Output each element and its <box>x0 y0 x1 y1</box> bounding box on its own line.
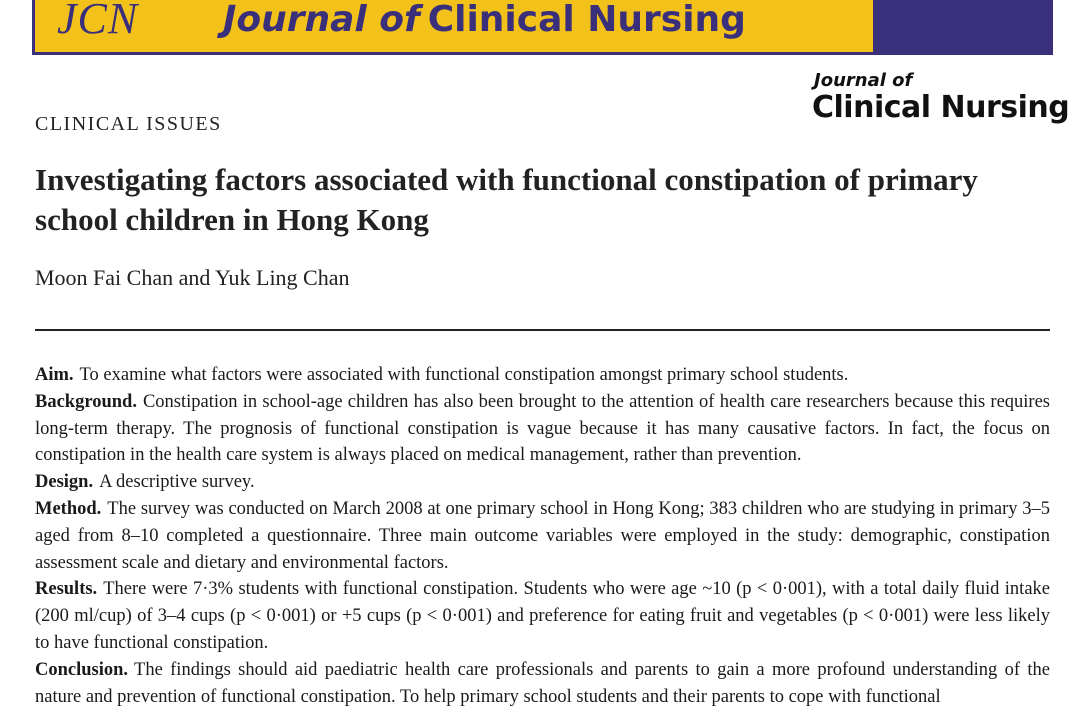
abstract-paragraph <box>35 389 1050 469</box>
abstract-paragraph <box>35 469 1050 496</box>
abstract-heading: Conclusion. <box>35 659 129 680</box>
banner-journal-bold: Clinical Nursing <box>427 0 746 40</box>
abstract-text: Constipation in school-age children has also been brought to the attention of health care researchers because this requires long-term therapy. The prognosis of functional constipation is vague because it has many causative factors. In fact, the focus on constipation in the health care system is always placed on medical management, rather than prevention. <box>35 391 1050 466</box>
logo-line2: Clinical Nursing <box>812 90 1070 125</box>
abstract-heading: Design. <box>35 472 94 493</box>
abstract-text: A descriptive survey. <box>99 472 255 493</box>
journal-logo <box>812 70 1069 124</box>
abstract-heading: Background. <box>35 391 137 412</box>
banner-abbrev: JCN <box>57 0 139 43</box>
banner-journal-title <box>223 0 746 46</box>
abstract <box>35 362 1050 710</box>
abstract-text: The findings should aid paediatric health care professionals and parents to gain a more profound understanding of the nature and prevention of functional constipation. To help primary school students and their parents to cope with functional <box>35 659 1050 707</box>
abstract-paragraph <box>35 657 1050 711</box>
abstract-paragraph <box>35 362 1050 389</box>
abstract-heading: Method. <box>35 498 102 519</box>
journal-banner <box>32 0 1053 55</box>
abstract-paragraph <box>35 496 1050 576</box>
abstract-text: To examine what factors were associated with functional constipation amongst primary school students. <box>79 365 849 385</box>
article-title: Investigating factors associated with functional constipation of primary school children in Hong Kong <box>35 162 978 237</box>
abstract-text: The survey was conducted on March 2008 at one primary school in Hong Kong; 383 children who are studying in primary 3–5 aged from 8–10 completed a questionnaire. Three main outcome variables were employed in the study: demographic, constipation assessment scale and dietary and environmental factors. <box>35 498 1050 573</box>
banner-accent-block <box>873 0 1053 52</box>
banner-journal-italic: Journal of <box>223 0 420 40</box>
article-authors: Moon Fai Chan and Yuk Ling Chan <box>35 265 350 290</box>
divider-rule <box>35 329 1050 331</box>
logo-line1: Journal of <box>814 70 913 91</box>
section-label: CLINICAL ISSUES <box>35 113 222 135</box>
abstract-paragraph <box>35 576 1050 656</box>
abstract-heading: Aim. <box>35 365 74 385</box>
abstract-text: There were 7·3% students with functional constipation. Students who were age ~10 (p < 0·001), with a total daily fluid intake (200 ml/cup) of 3–4 cups (p < 0·001) or +5 cups (p < 0·001) and preference for eating fruit and vegetables (p < 0·001) were less likely to have functional constipation. <box>35 579 1050 653</box>
abstract-heading: Results. <box>35 579 98 600</box>
